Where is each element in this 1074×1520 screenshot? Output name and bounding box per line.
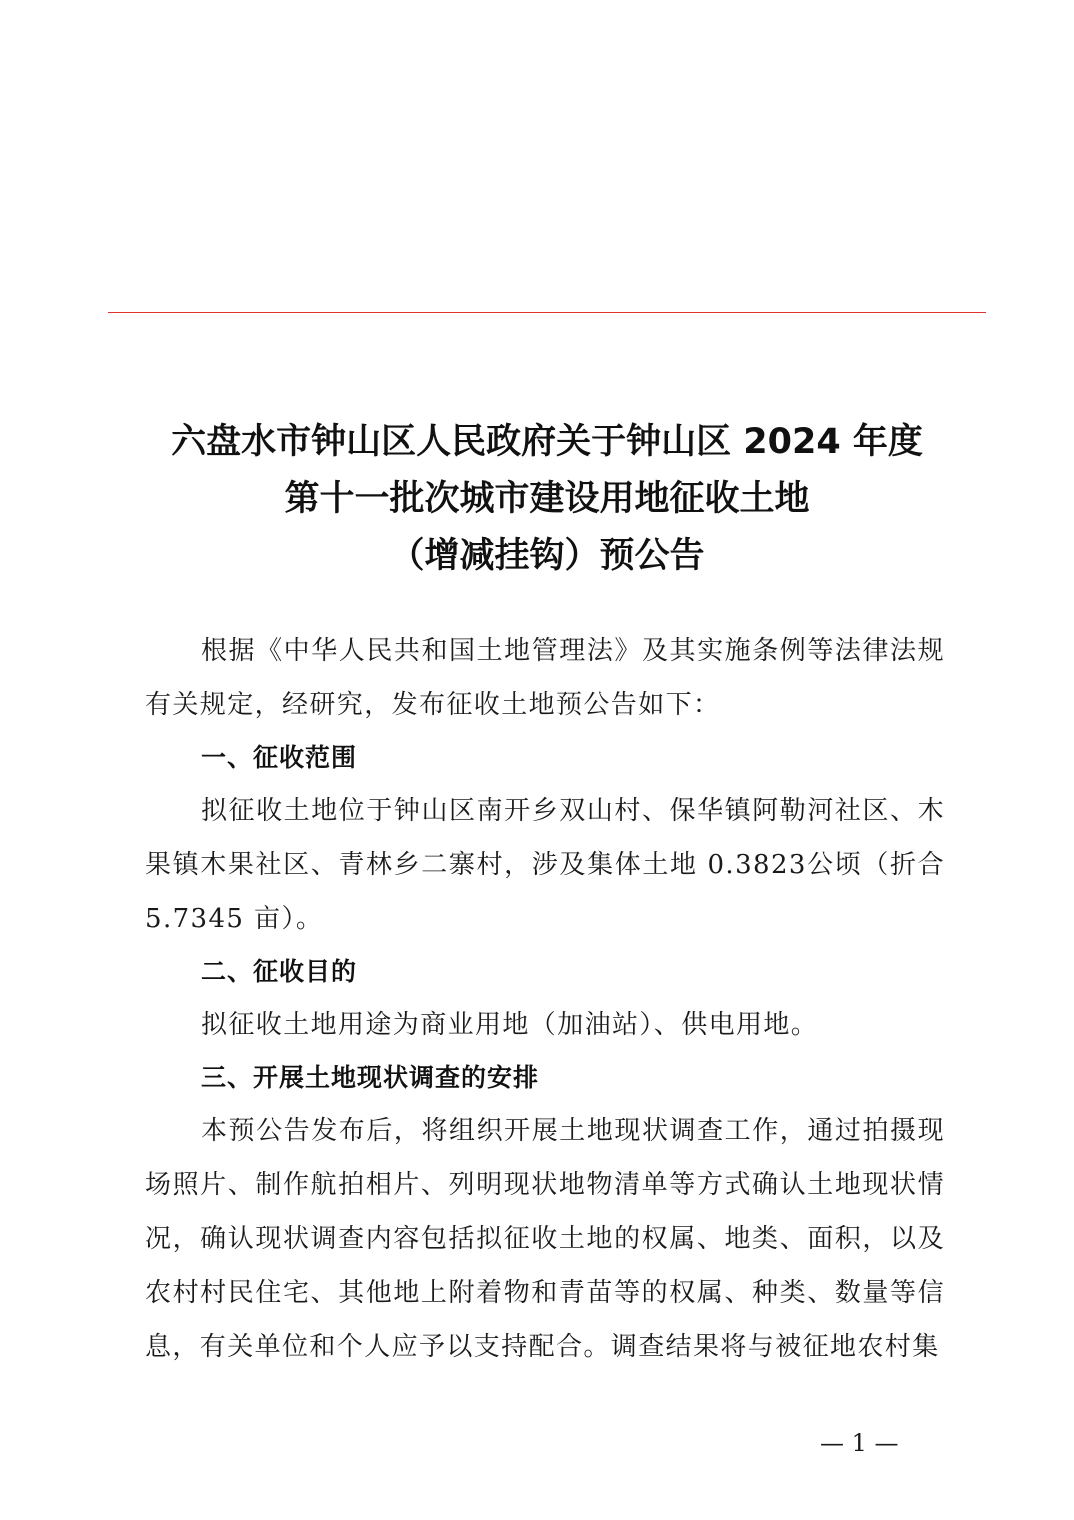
section-2-heading: 二、征收目的 <box>201 957 358 986</box>
section-3-heading: 三、开展土地现状调查的安排 <box>201 1063 540 1092</box>
title-line-2: 第十一批次城市建设用地征收土地 <box>284 479 810 519</box>
document-title <box>108 414 986 585</box>
document-body <box>145 624 945 1374</box>
title-line-3: （增减挂钩）预公告 <box>389 536 705 576</box>
page-number: — 1 — <box>820 1429 899 1457</box>
title-line-1: 六盘水市钟山区人民政府关于钟山区 2024 年度 <box>171 422 923 462</box>
intro-paragraph: 根据《中华人民共和国土地管理法》及其实施条例等法律法规有关规定，经研究，发布征收土地预公告如下： <box>145 636 945 720</box>
header-red-rule <box>108 312 986 313</box>
section-1-heading: 一、征收范围 <box>201 743 358 772</box>
section-1-paragraph: 拟征收土地位于钟山区南开乡双山村、保华镇阿勒河社区、木果镇木果社区、青林乡二寨村，涉及集体土地 0.3823公顷（折合 5.7345 亩）。 <box>145 796 945 934</box>
section-3-paragraph: 本预公告发布后，将组织开展土地现状调查工作，通过拍摄现场照片、制作航拍相片、列明现状地物清单等方式确认土地现状情况，确认现状调查内容包括拟征收土地的权属、地类、面积，以及农村村民住宅、其他地上附着物和青苗等的权属、种类、数量等信息，有关单位和个人应予以支持配合。调查结果将与被征地农村集 <box>145 1116 945 1362</box>
section-2-paragraph: 拟征收土地用途为商业用地（加油站）、供电用地。 <box>201 1010 819 1040</box>
